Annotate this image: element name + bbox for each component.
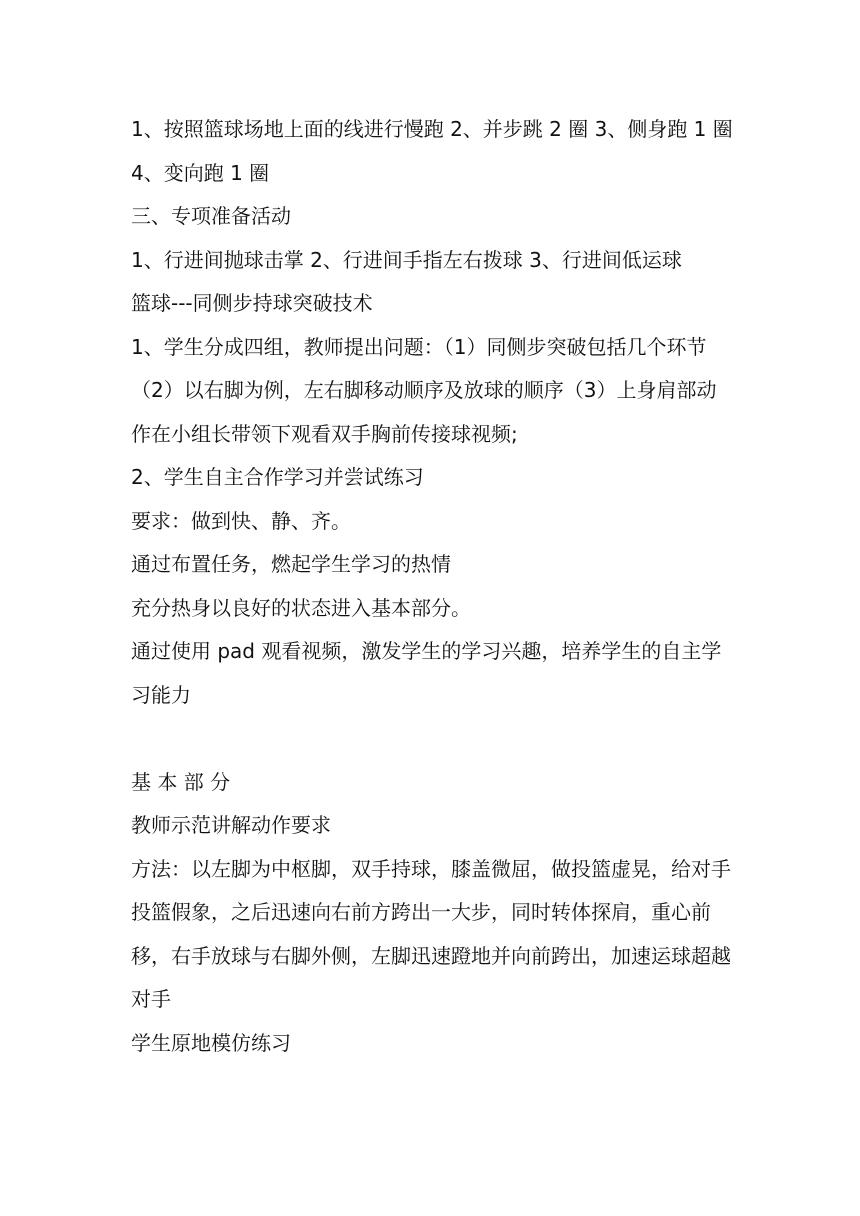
teacher-demonstration: 教师示范讲解动作要求 bbox=[131, 813, 331, 837]
requirement-text: 要求：做到快、静、齐。 bbox=[131, 508, 351, 533]
ball-handling-drills: 1、行进间抛球击掌 2、行进间手指左右拨球 3、行进间低运球 bbox=[131, 247, 682, 272]
purpose-enthusiasm: 通过布置任务，燃起学生学习的热情 bbox=[131, 552, 451, 576]
lesson-topic: 篮球---同侧步持球突破技术 bbox=[131, 291, 373, 315]
section-heading-basic-part: 基 本 部 分 bbox=[131, 769, 231, 794]
blank-line bbox=[131, 717, 736, 761]
student-imitation-practice: 学生原地模仿练习 bbox=[131, 1030, 291, 1055]
group-task-questions: 1、学生分成四组，教师提出问题：（1）同侧步突破包括几个环节（2）以右脚为例，左右脚移动顺序及放球的顺序（3）上身肩部动作在小组长带领下观看双手胸前传接球视频; bbox=[131, 334, 717, 446]
document-body bbox=[131, 108, 736, 1065]
section-heading-special-preparation: 三、专项准备活动 bbox=[131, 204, 291, 228]
warmup-running-drills: 1、按照篮球场地上面的线进行慢跑 2、并步跳 2 圈 3、侧身跑 1 圈 4、变向跑 1 圈 bbox=[131, 117, 733, 185]
purpose-pad-video: 通过使用 pad 观看视频，激发学生的学习兴趣，培养学生的自主学习能力 bbox=[131, 639, 722, 707]
purpose-warmup: 充分热身以良好的状态进入基本部分。 bbox=[131, 595, 471, 620]
method-description: 方法：以左脚为中枢脚，双手持球，膝盖微屈，做投篮虚晃，给对手投篮假象，之后迅速向右前方跨出一大步，同时转体探肩，重心前移，右手放球与右脚外侧，左脚迅速蹬地并向前跨出，加速运球超越对手 bbox=[131, 856, 731, 1011]
cooperative-practice: 2、学生自主合作学习并尝试练习 bbox=[131, 465, 424, 489]
